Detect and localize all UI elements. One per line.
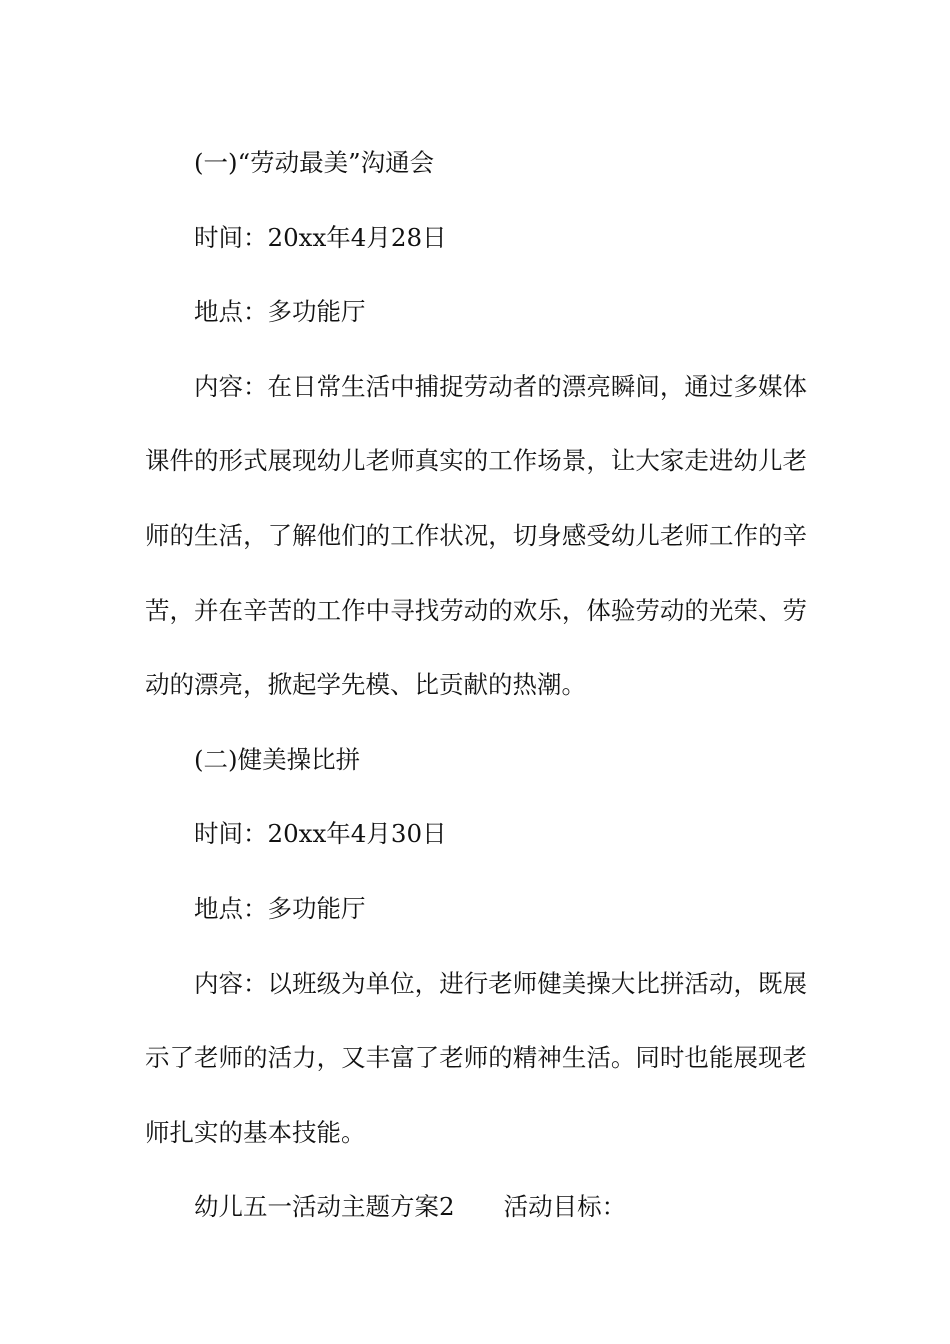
plan-title-line: 幼儿五一活动主题方案2 活动目标： bbox=[194, 1192, 627, 1222]
section-heading-2: (二)健美操比拼 bbox=[194, 744, 361, 774]
event-content-1: 内容：在日常生活中捕捉劳动者的漂亮瞬间，通过多媒体课件的形式展现幼儿老师真实的工作场景，让大家走进幼儿老师的生活，了解他们的工作状况，切身感受幼儿老师工作的辛苦，并在辛苦的工作中寻找劳动的欢乐，体验劳动的光荣、劳动的漂亮，掀起学先模、比贡献的热潮。 bbox=[145, 371, 807, 700]
section-heading-1: (一)“劳动最美”沟通会 bbox=[194, 148, 435, 177]
event-location-1: 地点：多功能厅 bbox=[194, 297, 366, 327]
event-time-2: 时间：20xx年4月30日 bbox=[194, 819, 447, 849]
document-body bbox=[145, 126, 807, 1245]
event-content-2: 内容：以班级为单位，进行老师健美操大比拼活动，既展示了老师的活力，又丰富了老师的精神生活。同时也能展现老师扎实的基本技能。 bbox=[145, 968, 807, 1147]
event-location-2: 地点：多功能厅 bbox=[194, 893, 366, 923]
event-time-1: 时间：20xx年4月28日 bbox=[194, 222, 447, 252]
